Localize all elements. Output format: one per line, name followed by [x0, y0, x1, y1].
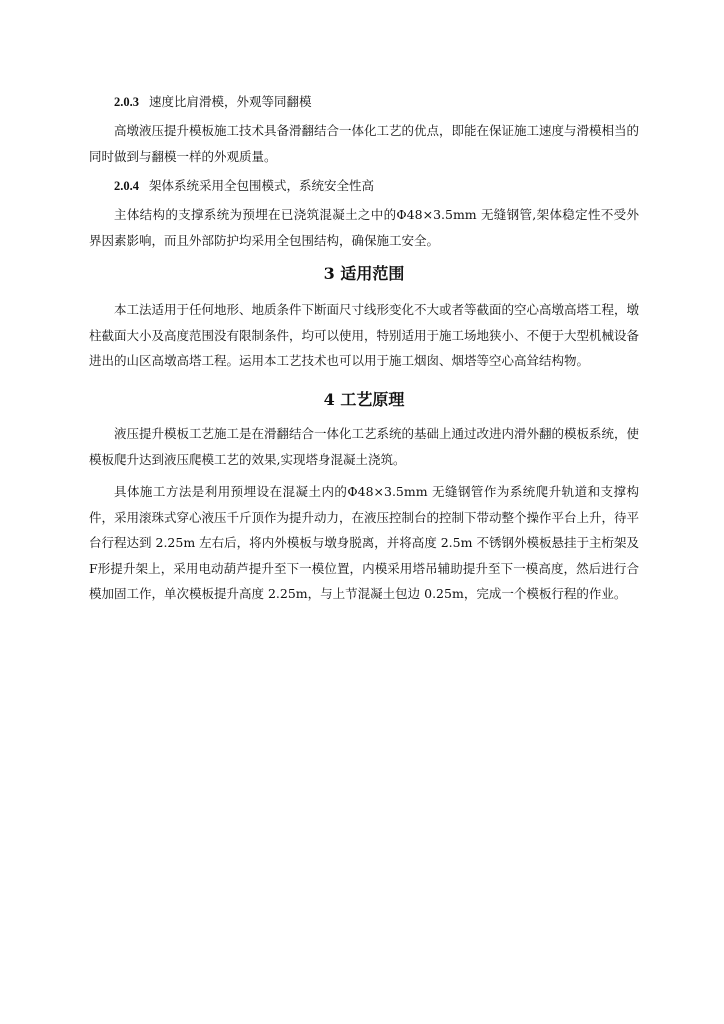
section-number: 2.0.4 [114, 179, 139, 193]
paragraph-principle-intro: 液压提升模板工艺施工是在滑翻结合一体化工艺系统的基础上通过改进内滑外翻的模板系统，使模板爬升达到液压爬模工艺的效果,实现塔身混凝土浇筑。 [89, 426, 640, 467]
paragraph-2-0-3: 高墩液压提升模板施工技术具备滑翻结合一体化工艺的优点，即能在保证施工速度与滑模相当的同时做到与翻模一样的外观质量。 [89, 123, 640, 164]
paragraph-2-0-4: 主体结构的支撑系统为预埋在已浇筑混凝土之中的Φ48×3.5mm 无缝钢管,架体稳定性不受外界因素影响，而且外部防护均采用全包围结构，确保施工安全。 [89, 207, 639, 248]
paragraph-principle-method: 具体施工方法是利用预埋设在混凝土内的Φ48×3.5mm 无缝钢管作为系统爬升轨道和支撑构件，采用滚珠式穿心液压千斤顶作为提升动力，在液压控制台的控制下带动整个操作平台上升，待平台行程达到 2.25m 左右后，将内外模板与墩身脱离，并将高度 2.5m 不锈钢外模板悬挂于主桁架及 F形提升架上，采用电动葫芦提升至下一模位置，内模采用塔吊辅助提升至下一模高度，然后进行合模加固工作，单次模板提升高度 2.25m，与上节混凝土包边 0.25m，完成一个模板行程的作业。 [89, 484, 640, 602]
section-title: 架体系统采用全包围模式，系统安全性高 [149, 178, 375, 193]
section-title: 速度比肩滑模，外观等同翻模 [149, 94, 312, 109]
paragraph-scope: 本工法适用于任何地形、地质条件下断面尺寸线形变化不大或者等截面的空心高墩高塔工程，墩柱截面大小及高度范围没有限制条件，均可以使用，特别适用于施工场地狭小、不便于大型机械设备进出的山区高墩高塔工程。运用本工艺技术也可以用于施工烟囱、烟塔等空心高耸结构物。 [89, 302, 640, 369]
section-2-0-3-heading [114, 92, 634, 112]
section-number: 2.0.3 [114, 95, 139, 109]
section-2-0-4-heading [114, 176, 634, 196]
heading-scope: 3 适用范围 [323, 264, 405, 283]
heading-principle: 4 工艺原理 [323, 390, 405, 409]
